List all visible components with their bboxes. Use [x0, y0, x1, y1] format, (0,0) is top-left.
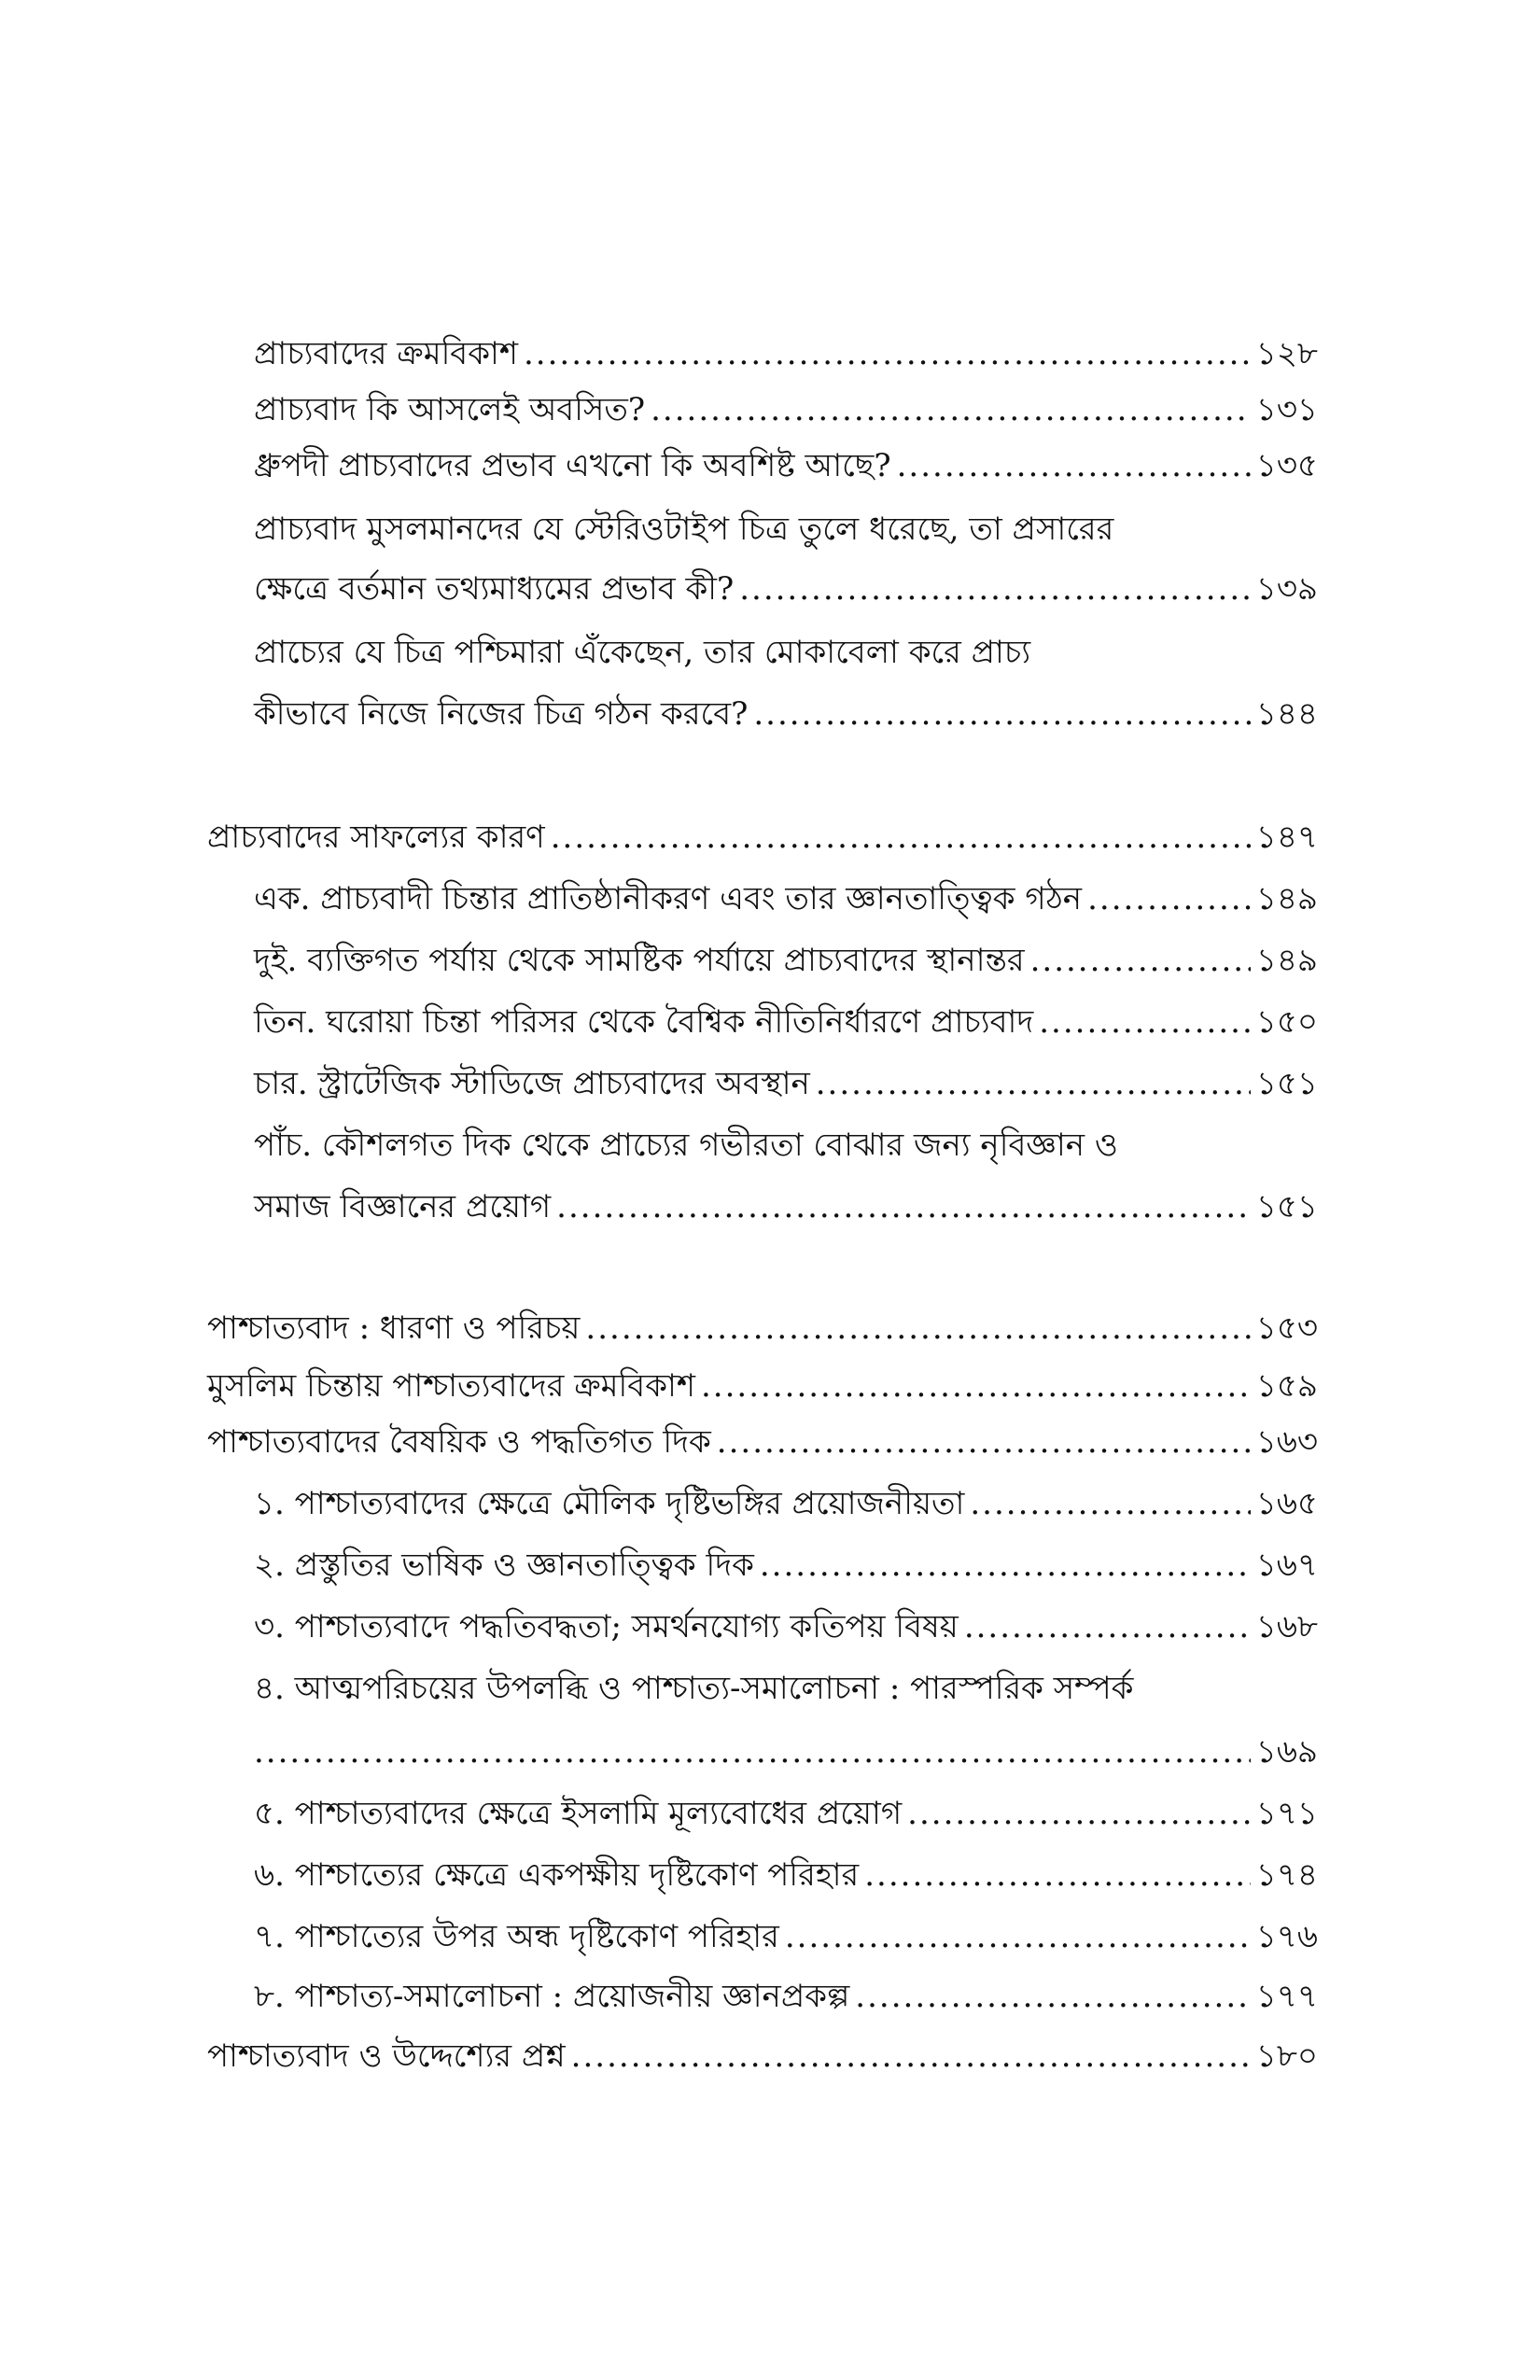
toc-entry-page: ১৬৫	[1255, 1485, 1318, 1522]
dot-leader	[760, 1540, 1251, 1590]
toc-entry-title: ৩. পাশ্চাত্যবাদে পদ্ধতিবদ্ধতা; সমর্থনযোগ্য কতিপয় বিষয়	[254, 1608, 959, 1645]
toc-entry-page: ১৫১	[1255, 1188, 1318, 1225]
toc-heading-page: ১৫৩	[1255, 1309, 1318, 1347]
toc-entry-first-line[interactable]: ৪. আত্মপরিচয়ের উপলব্ধি ও পাশ্চাত্য-সমালোচনা : পারস্পরিক সম্পর্ক	[254, 1670, 1134, 1707]
dot-leader	[907, 1788, 1251, 1839]
dot-leader	[785, 1911, 1251, 1962]
toc-entry-page: ১৭৭	[1255, 1978, 1318, 2015]
toc-entry[interactable]	[254, 1478, 1318, 1529]
dot-leader	[855, 1971, 1250, 2022]
toc-entry[interactable]	[254, 1602, 1318, 1652]
dot-leader	[524, 329, 1251, 379]
dot-leader	[816, 1058, 1251, 1109]
toc-entry[interactable]	[254, 1788, 1318, 1839]
toc-entry-title: এক. প্রাচ্যবাদী চিন্তার প্রাতিষ্ঠানীকরণ এবং তার জ্ঞানতাত্ত্বিক গঠন	[254, 880, 1083, 917]
dot-leader	[864, 1850, 1251, 1900]
dot-leader	[1087, 874, 1251, 924]
dot-leader	[1039, 997, 1251, 1047]
toc-entry-title: প্রাচ্যবাদের ক্রমবিকাশ	[254, 335, 518, 372]
toc-entry[interactable]	[254, 874, 1318, 924]
toc-heading-title: পাশ্চাত্যবাদের বৈষয়িক ও পদ্ধতিগত দিক	[207, 1423, 711, 1461]
toc-heading-title: প্রাচ্যবাদের সাফল্যের কারণ	[207, 819, 545, 856]
toc-heading[interactable]	[207, 1361, 1318, 1411]
toc-entry-page: ১৭১	[1255, 1795, 1318, 1832]
toc-entry-title: ৭. পাশ্চাত্যের উপর অন্ধ দৃষ্টিকোণ পরিহার	[254, 1918, 779, 1955]
toc-heading-page: ১৮০	[1255, 2037, 1318, 2075]
dot-leader	[585, 1303, 1250, 1353]
toc-entry-title: ৫. পাশ্চাত্যবাদের ক্ষেত্রে ইসলামি মূল্যবোধের প্রয়োগ	[254, 1795, 903, 1832]
toc-heading-page: ১৪৭	[1255, 819, 1318, 856]
toc-entry[interactable]	[254, 441, 1318, 491]
dot-leader	[571, 2031, 1251, 2081]
dot-leader	[651, 385, 1251, 435]
toc-entry[interactable]	[254, 385, 1318, 435]
toc-entry[interactable]	[254, 689, 1318, 739]
toc-heading-title: মুসলিম চিন্তায় পাশ্চাত্যবাদের ক্রমবিকাশ	[207, 1367, 695, 1405]
toc-entry-page: ১৬৯	[1255, 1733, 1318, 1771]
dot-leader	[701, 1361, 1251, 1411]
dot-leader	[556, 1182, 1251, 1232]
toc-entry[interactable]	[254, 1971, 1318, 2022]
dot-leader	[1030, 935, 1251, 986]
toc-entry[interactable]	[254, 997, 1318, 1047]
toc-entry-page: ১৪৯	[1255, 942, 1318, 979]
toc-heading-page: ১৬৩	[1255, 1423, 1318, 1461]
toc-entry-title: প্রাচ্যবাদ কি আসলেই অবসিত?	[254, 391, 646, 428]
toc-entry[interactable]	[254, 1540, 1318, 1590]
toc-entry[interactable]	[254, 1058, 1318, 1109]
dot-leader	[753, 689, 1250, 739]
toc-entry[interactable]	[254, 1727, 1318, 1777]
toc-heading-title: পাশ্চাত্যবাদ : ধারণা ও পরিচয়	[207, 1309, 581, 1347]
toc-heading[interactable]	[207, 2031, 1318, 2081]
toc-entry-title: ৮. পাশ্চাত্য-সমালোচনা : প্রয়োজনীয় জ্ঞানপ্রকল্প	[254, 1978, 850, 2015]
toc-entry-page: ১৩৫	[1255, 447, 1318, 484]
toc-entry-title: ক্ষেত্রে বর্তমান তথ্যমাধ্যমের প্রভাব কী?	[254, 570, 735, 608]
toc-entry[interactable]	[254, 1911, 1318, 1962]
toc-entry-page: ১৭৪	[1255, 1856, 1318, 1894]
toc-heading-page: ১৫৯	[1255, 1367, 1318, 1405]
toc-heading[interactable]	[207, 1417, 1318, 1467]
toc-entry-first-line[interactable]: প্রাচ্যের যে চিত্র পশ্চিমারা এঁকেছেন, তার মোকাবেলা করে প্রাচ্য	[254, 634, 1031, 671]
toc-entry-page: ১৫১	[1255, 1065, 1318, 1102]
toc-entry-page: ১৪৪	[1255, 695, 1318, 733]
toc-entry-title: ধ্রুপদী প্রাচ্যবাদের প্রভাব এখনো কি অবশিষ্ট আছে?	[254, 447, 891, 484]
toc-heading[interactable]	[207, 812, 1318, 862]
dot-leader	[897, 441, 1251, 491]
toc-entry-page: ১৫০	[1255, 1003, 1318, 1041]
dot-leader	[739, 564, 1251, 614]
toc-entry-title: কীভাবে নিজে নিজের চিত্র গঠন করবে?	[254, 695, 749, 733]
dot-leader	[717, 1417, 1251, 1467]
toc-entry-page: ১৭৬	[1255, 1918, 1318, 1955]
dot-leader	[964, 1602, 1251, 1652]
dot-leader	[551, 812, 1251, 862]
toc-entry-title: তিন. ঘরোয়া চিন্তা পরিসর থেকে বৈশ্বিক নীতিনির্ধারণে প্রাচ্যবাদ	[254, 1003, 1034, 1041]
toc-entry-title: ৬. পাশ্চাত্যের ক্ষেত্রে একপক্ষীয় দৃষ্টিকোণ পরিহার	[254, 1856, 860, 1894]
dot-leader	[254, 1727, 1251, 1777]
toc-entry-title: ১. পাশ্চাত্যবাদের ক্ষেত্রে মৌলিক দৃষ্টিভঙ্গির প্রয়োজনীয়তা	[254, 1485, 965, 1522]
toc-entry-page: ১৩১	[1255, 391, 1318, 428]
toc-entry-page: ১৬৭	[1255, 1547, 1318, 1584]
toc-entry-title: চার. স্ট্রাটেজিক স্টাডিজে প্রাচ্যবাদের অবস্থান	[254, 1065, 810, 1102]
toc-entry-title: ২. প্রস্তুতির ভাষিক ও জ্ঞানতাত্ত্বিক দিক	[254, 1547, 754, 1584]
toc-entry-title: সমাজ বিজ্ঞানের প্রয়োগ	[254, 1188, 552, 1225]
toc-entry-page: ১৩৯	[1255, 570, 1318, 608]
toc-entry[interactable]	[254, 329, 1318, 379]
toc-entry[interactable]	[254, 1850, 1318, 1900]
toc-entry-page: ১২৮	[1255, 335, 1318, 372]
toc-heading-title: পাশ্চাত্যবাদ ও উদ্দেশ্যের প্রশ্ন	[207, 2037, 566, 2075]
toc-entry-first-line[interactable]: প্রাচ্যবাদ মুসলমানদের যে স্টেরিওটাইপ চিত্র তুলে ধরেছে, তা প্রসারের	[254, 511, 1114, 548]
toc-entry-title: দুই. ব্যক্তিগত পর্যায় থেকে সামষ্টিক পর্যায়ে প্রাচ্যবাদের স্থানান্তর	[254, 942, 1025, 979]
dot-leader	[970, 1478, 1250, 1529]
toc-heading[interactable]	[207, 1303, 1318, 1353]
toc-entry-page: ১৪৯	[1255, 880, 1318, 917]
toc-entry[interactable]	[254, 935, 1318, 986]
toc-entry[interactable]	[254, 564, 1318, 614]
toc-entry[interactable]	[254, 1182, 1318, 1232]
toc-entry-page: ১৬৮	[1255, 1608, 1318, 1645]
toc-entry-first-line[interactable]: পাঁচ. কৌশলগত দিক থেকে প্রাচ্যের গভীরতা বোঝার জন্য নৃবিজ্ঞান ও	[254, 1127, 1118, 1164]
